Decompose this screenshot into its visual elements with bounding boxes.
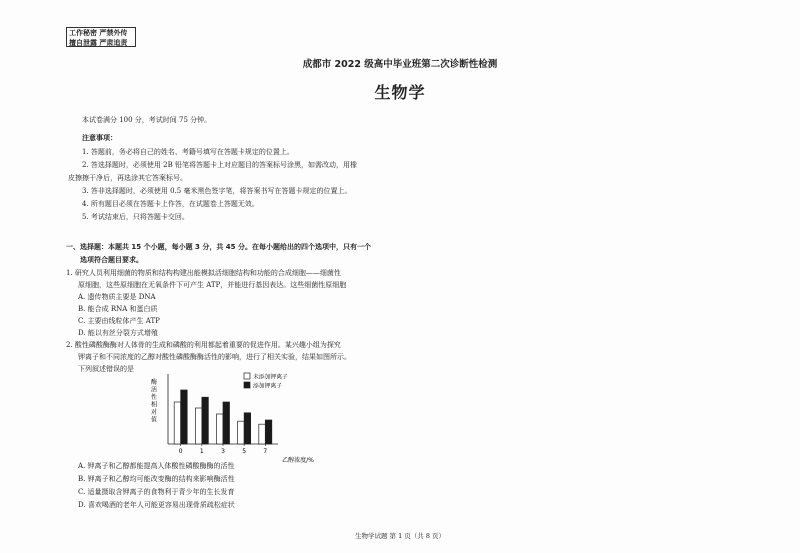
intro-text: 本试卷满分 100 分，考试时间 75 分钟。 <box>82 116 212 124</box>
enzyme-activity-chart <box>140 366 314 466</box>
x-tick-label: 3 <box>221 448 225 455</box>
y-axis-label: 对 <box>150 409 158 416</box>
bar-no-potassium <box>259 424 266 444</box>
page-footer: 生物学试题 第 1 页（共 8 页） <box>354 532 446 540</box>
bar-no-potassium <box>174 402 181 444</box>
x-tick-label: 0 <box>178 448 183 455</box>
exam-title: 成都市 2022 级高中毕业班第二次诊断性检测 <box>302 59 498 70</box>
bar-no-potassium <box>195 408 202 444</box>
q1-option: B. 能合成 RNA 和蛋白质 <box>78 305 158 313</box>
note-item: 5. 考试结束后，只将答题卡交回。 <box>82 213 189 221</box>
note-item: 2. 答选择题时，必须使用 2B 铅笔将答题卡上对应题目的答案标号涂黑，如需改动，用橡 <box>82 161 357 169</box>
note-item: 皮擦擦干净后，再选涂其它答案标号。 <box>68 174 187 182</box>
notes-heading: 注意事项： <box>82 134 117 142</box>
q2-option: A. 钾离子和乙醇都能提高人体酸性磷酸酶酶的活性 <box>78 462 235 470</box>
q1-stem: 1. 研究人员利用细菌的物质和结构构建出能模拟活细胞结构和功能的合成细胞——细菌性 <box>66 269 341 277</box>
bar-no-potassium <box>238 421 245 444</box>
confidential-line-1: 工作秘密 严禁外传 <box>69 29 128 37</box>
y-axis-label: 酶 <box>150 379 158 386</box>
q1-option: C. 主要由线粒体产生 ATP <box>78 317 160 325</box>
legend-swatch <box>244 373 250 379</box>
q2-option: C. 适量摄取含钾离子的食物利于青少年的生长发育 <box>78 488 235 496</box>
y-axis-label: 性 <box>150 394 158 401</box>
bar-no-potassium <box>217 414 224 444</box>
bar-with-potassium <box>223 402 230 444</box>
q2-stem: 2. 酸性磷酸酶酶对人体骨的生成和磷酸的利用都起着重要的促进作用。某兴趣小组为探究 <box>66 341 341 349</box>
legend-swatch <box>244 382 250 388</box>
section-heading: 一、选择题：本题共 15 个小题，每小题 3 分，共 45 分。在每小题给出的四个选项中，只有一个 <box>66 243 371 251</box>
q1-stem: 原细胞，这些原细胞在无氧条件下可产生 ATP，并能进行基因表达。这些细菌性原细胞 <box>78 281 347 289</box>
subject-title: 生物学 <box>374 83 426 102</box>
confidential-line-2: 擅自泄露 严肃追责 <box>69 39 128 47</box>
y-axis-label: 值 <box>150 416 158 424</box>
bar-with-potassium <box>181 390 188 444</box>
x-tick-label: 7 <box>263 448 268 455</box>
q1-option: A. 遗传物质主要是 DNA <box>78 293 156 301</box>
q2-option: D. 喜欢喝酒的老年人可能更容易出现骨质疏松症状 <box>78 501 235 509</box>
confidential-notice-box <box>66 27 136 47</box>
legend-label: 添加钾离子 <box>253 383 282 390</box>
q2-stem: 钾离子和不同浓度的乙醇对酸性磷酸酶酶活性的影响，进行了相关实验，结果如图所示。 <box>78 353 351 361</box>
q2-stem: 下列叙述错误的是 <box>78 365 134 373</box>
q1-option: D. 能以有丝分裂方式增殖 <box>78 329 158 337</box>
x-tick-label: 5 <box>242 448 247 455</box>
y-axis-label: 相 <box>150 401 158 409</box>
bar-with-potassium <box>265 420 272 444</box>
x-tick-label: 1 <box>199 448 204 455</box>
section-heading-cont: 选项符合题目要求。 <box>80 256 143 264</box>
note-item: 3. 答非选择题时，必须使用 0.5 毫米黑色签字笔，将答案书写在答题卡规定的位置上。 <box>82 187 352 195</box>
legend-label: 未添加钾离子 <box>253 374 288 381</box>
bar-with-potassium <box>202 397 209 444</box>
y-axis-label: 活 <box>150 386 158 394</box>
note-item: 1. 答题前，务必将自己的姓名、考籍号填写在答题卡规定的位置上。 <box>82 148 294 156</box>
bar-with-potassium <box>244 413 251 444</box>
q2-option: B. 钾离子和乙醇均可能改变酶的结构来影响酶活性 <box>78 475 235 483</box>
note-item: 4. 所有题目必须在答题卡上作答，在试题卷上答题无效。 <box>82 200 259 208</box>
x-axis-label: 乙醇浓度/% <box>282 457 314 464</box>
